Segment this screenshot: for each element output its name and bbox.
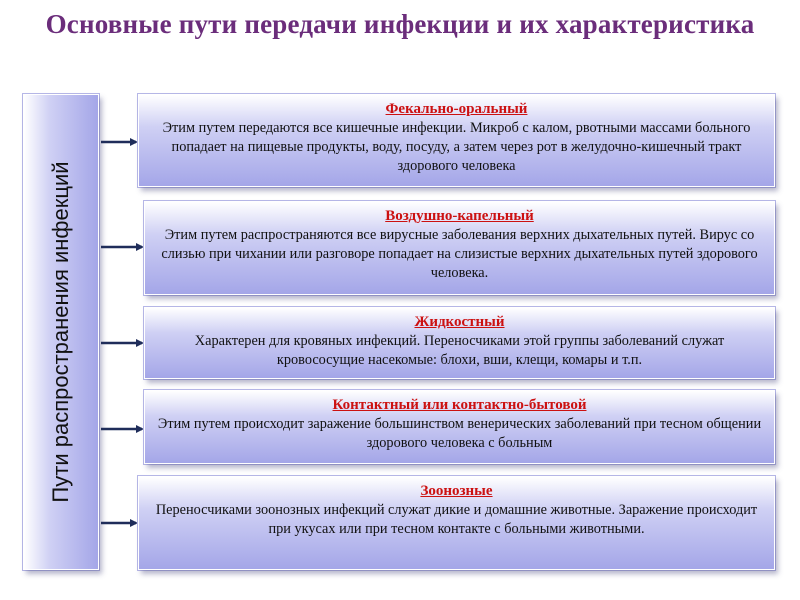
- route-description: Переносчиками зоонозных инфекций служат дикие и домашние животные. Заражение происходит при укусах или при тесном контакте с больными животными.: [155, 502, 758, 537]
- route-description: Этим путем передаются все кишечные инфекции. Микроб с калом, рвотными массами больного попадает на пищевые продукты, воду, посуду, а затем через рот в желудочно-кишечный тракт здорового человека: [162, 120, 751, 174]
- page-title: Основные пути передачи инфекции и их характеристика: [45, 9, 755, 39]
- route-description: Характерен для кровяных инфекций. Переносчиками этой группы заболеваний служат кровососущие насекомые: блохи, вши, клещи, комары и т.п.: [194, 333, 725, 368]
- route-title: Фекально-оральный: [385, 101, 528, 117]
- route-card-zoonotic: [138, 476, 775, 570]
- route-title: Жидкостный: [414, 314, 505, 330]
- route-card-airborne: [144, 201, 775, 295]
- route-description: Этим путем распространяются все вирусные заболевания верхних дыхательных путей. Вирус со слизью при чихании или разговоре попадает на слизистые верхних дыхательных путей здорового человека.: [161, 227, 758, 281]
- side-category-label: Пути распространения инфекций: [48, 161, 73, 503]
- route-card-contact: [144, 390, 775, 464]
- route-card-liquid: [144, 307, 775, 379]
- route-description: Этим путем происходит заражение большинством венерических заболеваний при тесном общении здорового человека с больным: [157, 416, 762, 451]
- route-title: Контактный или контактно-бытовой: [332, 397, 587, 413]
- route-card-fecal-oral: [138, 94, 775, 187]
- route-title: Воздушно-капельный: [385, 208, 534, 224]
- route-title: Зоонозные: [420, 483, 493, 499]
